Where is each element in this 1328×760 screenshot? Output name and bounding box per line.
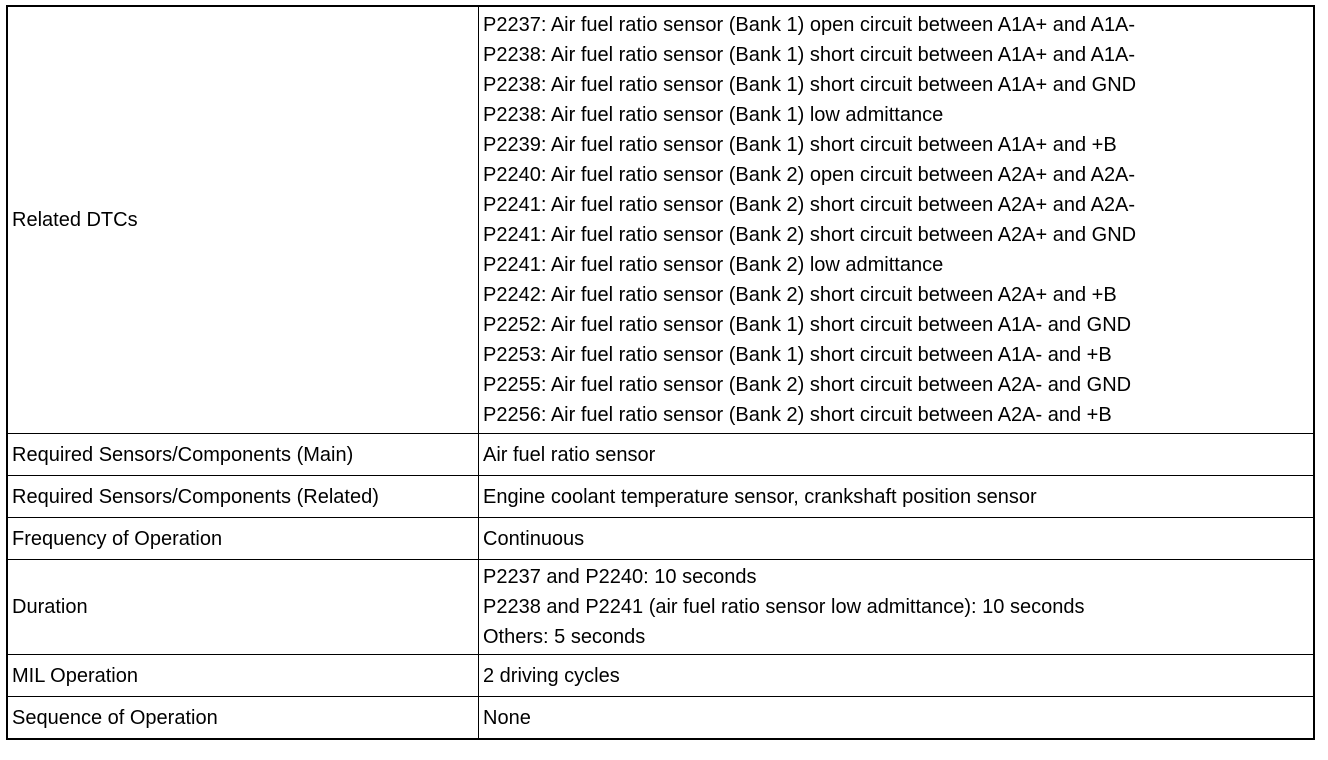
duration-line: P2238 and P2241 (air fuel ratio sensor low admittance): 10 seconds: [483, 596, 1085, 618]
dtc-line: P2239: Air fuel ratio sensor (Bank 1) short circuit between A1A+ and +B: [483, 134, 1117, 156]
table-row-related-components: [7, 476, 1314, 518]
mil-operation-value: 2 driving cycles: [479, 655, 1315, 697]
dtc-line: P2237: Air fuel ratio sensor (Bank 1) open circuit between A1A+ and A1A-: [483, 14, 1136, 36]
dtc-line: P2241: Air fuel ratio sensor (Bank 2) short circuit between A2A+ and GND: [483, 224, 1137, 246]
dtc-line: P2240: Air fuel ratio sensor (Bank 2) open circuit between A2A+ and A2A-: [483, 164, 1136, 186]
dtc-line: P2241: Air fuel ratio sensor (Bank 2) short circuit between A2A+ and A2A-: [483, 194, 1136, 216]
dtc-line: P2241: Air fuel ratio sensor (Bank 2) low admittance: [483, 254, 944, 276]
specification-table: [6, 5, 1315, 740]
table-row-frequency: [7, 518, 1314, 560]
dtc-line: P2238: Air fuel ratio sensor (Bank 1) short circuit between A1A+ and A1A-: [483, 44, 1136, 66]
table-row-duration: [7, 560, 1314, 655]
related-dtcs-list: [479, 6, 1315, 434]
table-row-sequence: [7, 697, 1314, 740]
table-row-main-components: [7, 434, 1314, 476]
main-components-label: Required Sensors/Components (Main): [7, 434, 479, 476]
mil-operation-label: MIL Operation: [7, 655, 479, 697]
table-row-mil-operation: [7, 655, 1314, 697]
related-components-label: Required Sensors/Components (Related): [7, 476, 479, 518]
dtc-line: P2256: Air fuel ratio sensor (Bank 2) short circuit between A2A- and +B: [483, 404, 1112, 426]
duration-line: Others: 5 seconds: [483, 626, 646, 648]
dtc-line: P2253: Air fuel ratio sensor (Bank 1) short circuit between A1A- and +B: [483, 344, 1112, 366]
sequence-value: None: [479, 697, 1315, 740]
duration-label: Duration: [7, 560, 479, 655]
frequency-label: Frequency of Operation: [7, 518, 479, 560]
dtc-line: P2252: Air fuel ratio sensor (Bank 1) short circuit between A1A- and GND: [483, 314, 1132, 336]
dtc-line: P2255: Air fuel ratio sensor (Bank 2) short circuit between A2A- and GND: [483, 374, 1132, 396]
related-dtcs-label: Related DTCs: [7, 6, 479, 434]
duration-value: [479, 560, 1315, 655]
duration-line: P2237 and P2240: 10 seconds: [483, 566, 757, 588]
related-components-value: Engine coolant temperature sensor, crankshaft position sensor: [479, 476, 1315, 518]
dtc-line: P2238: Air fuel ratio sensor (Bank 1) low admittance: [483, 104, 944, 126]
dtc-line: P2238: Air fuel ratio sensor (Bank 1) short circuit between A1A+ and GND: [483, 74, 1137, 96]
main-components-value: Air fuel ratio sensor: [479, 434, 1315, 476]
frequency-value: Continuous: [479, 518, 1315, 560]
sequence-label: Sequence of Operation: [7, 697, 479, 740]
dtc-line: P2242: Air fuel ratio sensor (Bank 2) short circuit between A2A+ and +B: [483, 284, 1117, 306]
table-row-related-dtcs: [7, 6, 1314, 434]
